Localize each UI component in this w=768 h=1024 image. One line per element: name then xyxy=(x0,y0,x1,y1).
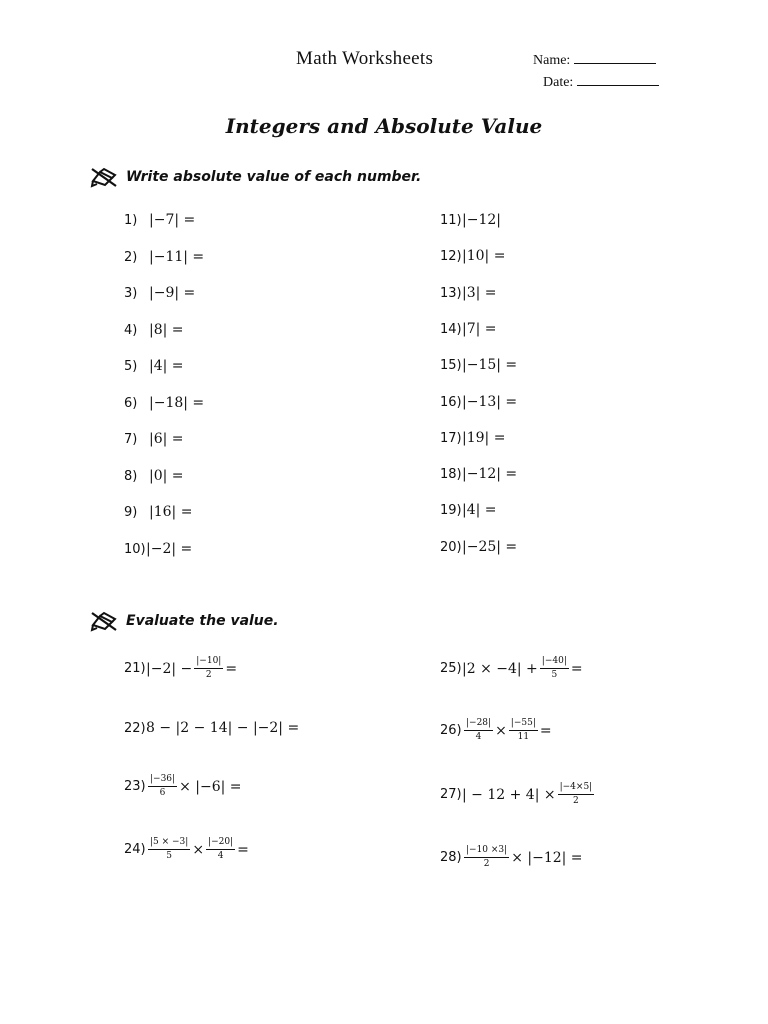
problem-number: 11) xyxy=(440,212,462,228)
problem-number: 1) xyxy=(124,212,138,228)
date-line xyxy=(577,84,659,86)
problem-expression: |−9| = xyxy=(149,285,196,301)
page-title: Integers and Absolute Value xyxy=(225,114,543,138)
fraction-denominator: 2 xyxy=(205,670,212,680)
expr-part: |−2| − xyxy=(146,660,193,677)
problem-expression: |−13| = xyxy=(462,394,518,410)
problem-expression xyxy=(146,720,299,736)
problem-expression: |3| = xyxy=(462,285,497,301)
fraction-numerator: |5 × −3| xyxy=(148,837,190,850)
problem-expression: |19| = xyxy=(462,430,506,446)
section1-heading xyxy=(90,166,421,188)
expr-part: = xyxy=(225,660,238,677)
problem-17 xyxy=(440,430,505,446)
problem-number: 7) xyxy=(124,431,138,447)
problem-expression xyxy=(462,845,583,870)
problem-expression: |−18| = xyxy=(149,395,205,411)
fraction xyxy=(540,656,569,681)
problem-number: 3) xyxy=(124,285,138,301)
problem-number: 18) xyxy=(440,466,462,482)
problem-expression xyxy=(462,656,583,681)
problem-27 xyxy=(440,782,596,807)
problem-expression: |−12| = xyxy=(462,466,518,482)
problem-number: 23) xyxy=(124,779,146,794)
fraction xyxy=(148,774,177,799)
date-label: Date: xyxy=(543,75,574,90)
problem-4 xyxy=(124,322,184,338)
problem-9 xyxy=(124,504,192,520)
fraction-numerator: |−20| xyxy=(206,837,235,850)
problem-14 xyxy=(440,321,497,337)
fraction xyxy=(148,837,190,862)
expr-part: × |−6| = xyxy=(179,778,242,795)
problem-6 xyxy=(124,395,204,411)
problem-number: 16) xyxy=(440,394,462,410)
problem-11 xyxy=(440,212,501,228)
problem-25 xyxy=(440,656,583,681)
problem-expression: |0| = xyxy=(149,468,184,484)
section2-heading-text: Evaluate the value. xyxy=(126,613,279,629)
expr-part: = xyxy=(237,841,249,858)
expr-part: × xyxy=(192,841,205,858)
name-label: Name: xyxy=(533,53,571,68)
problem-1 xyxy=(124,212,195,228)
problem-10 xyxy=(124,541,192,557)
problem-2 xyxy=(124,249,204,265)
fraction-denominator: 5 xyxy=(551,670,558,680)
name-field xyxy=(533,53,656,69)
problem-number: 14) xyxy=(440,321,462,337)
problem-3 xyxy=(124,285,195,301)
problem-18 xyxy=(440,466,517,482)
problem-expression: |4| = xyxy=(462,502,497,518)
problem-28 xyxy=(440,845,583,870)
problem-number: 2) xyxy=(124,249,138,265)
fraction-denominator: 2 xyxy=(573,796,579,806)
problem-number: 4) xyxy=(124,322,138,338)
problem-expression: |−25| = xyxy=(462,539,518,555)
problem-number: 26) xyxy=(440,723,462,738)
problem-number: 28) xyxy=(440,850,462,865)
problem-23 xyxy=(124,774,242,799)
problem-24 xyxy=(124,837,249,862)
expr-part: = xyxy=(570,660,583,677)
problem-expression: |8| = xyxy=(149,322,184,338)
problem-expression: |−2| = xyxy=(146,541,193,557)
problem-number: 6) xyxy=(124,395,138,411)
expr-part: = xyxy=(539,722,552,739)
problem-number: 24) xyxy=(124,842,146,857)
problem-number: 22) xyxy=(124,720,146,736)
fraction xyxy=(464,718,493,743)
fraction-denominator: 4 xyxy=(217,851,224,861)
expr-part: |2 × −4| + xyxy=(462,660,538,677)
problem-20 xyxy=(440,539,517,555)
fraction-numerator: |−40| xyxy=(540,656,569,669)
pencil-slash-icon xyxy=(90,166,118,188)
problem-number: 9) xyxy=(124,504,138,520)
problem-expression xyxy=(146,837,249,862)
problem-expression: |−15| = xyxy=(462,357,518,373)
problem-19 xyxy=(440,502,497,518)
problem-expression: |−7| = xyxy=(149,212,196,228)
expr-part: 8 − |2 − 14| − |−2| = xyxy=(146,720,300,736)
section2-heading xyxy=(90,610,279,632)
problem-21 xyxy=(124,656,237,681)
problem-number: 27) xyxy=(440,787,462,802)
expr-part: | − 12 + 4| × xyxy=(462,786,556,803)
problem-5 xyxy=(124,358,184,374)
fraction-denominator: 4 xyxy=(475,732,482,742)
problem-number: 8) xyxy=(124,468,138,484)
problem-expression: |−11| = xyxy=(149,249,205,265)
problem-expression: |10| = xyxy=(462,248,506,264)
name-line xyxy=(574,62,656,64)
problem-expression xyxy=(462,718,552,743)
problem-number: 19) xyxy=(440,502,462,518)
problem-26 xyxy=(440,718,552,743)
fraction xyxy=(194,656,223,681)
fraction-denominator: 11 xyxy=(517,732,530,742)
date-field xyxy=(543,75,659,91)
problem-number: 17) xyxy=(440,430,462,446)
fraction xyxy=(509,718,538,743)
problem-13 xyxy=(440,285,497,301)
pencil-slash-icon xyxy=(90,610,118,632)
problem-number: 25) xyxy=(440,661,462,676)
expr-part: × xyxy=(495,722,507,739)
fraction-numerator: |−4×5| xyxy=(558,782,595,795)
fraction-numerator: |−55| xyxy=(509,718,538,731)
fraction-numerator: |−10| xyxy=(194,656,223,669)
fraction xyxy=(464,845,509,870)
fraction xyxy=(558,782,595,807)
problem-12 xyxy=(440,248,505,264)
problem-22 xyxy=(124,720,299,736)
problem-number: 10) xyxy=(124,541,146,557)
header-title: Math Worksheets xyxy=(296,48,434,69)
problem-number: 13) xyxy=(440,285,462,301)
problem-number: 15) xyxy=(440,357,462,373)
fraction-numerator: |−36| xyxy=(148,774,177,787)
problem-expression: |4| = xyxy=(149,358,184,374)
problem-number: 12) xyxy=(440,248,462,264)
problem-number: 20) xyxy=(440,539,462,555)
problem-7 xyxy=(124,431,184,447)
section1-heading-text: Write absolute value of each number. xyxy=(126,169,422,185)
expr-part: × |−12| = xyxy=(511,849,583,866)
problem-expression xyxy=(146,774,242,799)
problem-expression: |16| = xyxy=(149,504,193,520)
fraction-denominator: 2 xyxy=(483,859,490,869)
problem-16 xyxy=(440,394,517,410)
fraction-numerator: |−10 ×3| xyxy=(464,845,509,858)
fraction xyxy=(206,837,235,862)
fraction-denominator: 5 xyxy=(166,851,173,861)
problem-number: 21) xyxy=(124,661,146,676)
problem-expression: |−12| xyxy=(462,212,501,228)
fraction-denominator: 6 xyxy=(159,788,166,798)
problem-8 xyxy=(124,468,184,484)
problem-number: 5) xyxy=(124,358,138,374)
problem-expression: |6| = xyxy=(149,431,184,447)
problem-15 xyxy=(440,357,517,373)
problem-expression: |7| = xyxy=(462,321,497,337)
problem-expression xyxy=(146,656,237,681)
problem-expression xyxy=(462,782,596,807)
fraction-numerator: |−28| xyxy=(464,718,493,731)
